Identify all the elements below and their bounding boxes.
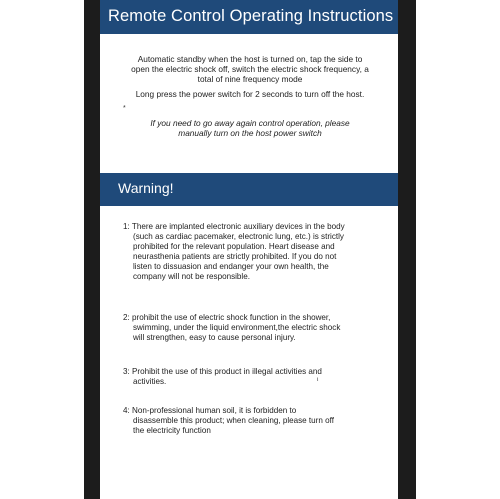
item-line: disassemble this product; when cleaning, please turn off: [133, 416, 334, 425]
item-number: 1:: [123, 222, 130, 231]
item-number: 4:: [123, 406, 130, 415]
item-number: 2:: [123, 313, 130, 322]
page-title: Remote Control Operating Instructions: [100, 0, 398, 34]
item-line: There are implanted electronic auxiliary devices in the body: [131, 222, 345, 231]
item-line: Prohibit the use of this product in illegal activities and: [132, 367, 322, 376]
item-line: will strengthen, easy to cause personal injury.: [133, 333, 296, 342]
instruction-line: open the electric shock off, switch the electric shock frequency, a: [131, 64, 369, 74]
italic-note: [112, 118, 388, 138]
item-line: activities.: [133, 377, 167, 386]
instruction-line: total of nine frequency mode: [197, 74, 303, 84]
warning-item-4: [123, 406, 393, 436]
warning-item-1: [123, 222, 393, 282]
warning-heading: Warning!: [100, 173, 398, 206]
instruction-paragraph: [112, 54, 388, 84]
instruction-line: Automatic standby when the host is turned on, tap the side to: [137, 54, 363, 64]
note-asterisk: *: [123, 105, 126, 112]
item-line: prohibit the use of electric shock function in the shower,: [132, 313, 331, 322]
warning-item-3: [123, 367, 393, 387]
item-line: the electricity function: [133, 426, 211, 435]
item-line: neurasthenia patients are strictly prohibited. If you do not: [133, 252, 337, 261]
item-line: listen to dissuasion and endanger your own health, the: [133, 262, 329, 271]
item-line: Non-professional human soil, it is forbidden to: [132, 406, 297, 415]
stray-mark: ι: [317, 377, 319, 383]
item-line: swimming, under the liquid environment,the electric shock: [133, 323, 341, 332]
item-number: 3:: [123, 367, 130, 376]
item-line: (such as cardiac pacemaker, electronic lung, etc.) is strictly: [133, 232, 344, 241]
power-off-instruction: Long press the power switch for 2 seconds to turn off the host.: [135, 89, 365, 99]
note-line: manually turn on the host power switch: [178, 128, 322, 138]
item-line: company will not be responsible.: [133, 272, 250, 281]
warning-item-2: [123, 313, 393, 343]
note-line: If you need to go away again control operation, please: [150, 118, 350, 128]
item-line: prohibited for the relevant population. Heart disease and: [133, 242, 335, 251]
